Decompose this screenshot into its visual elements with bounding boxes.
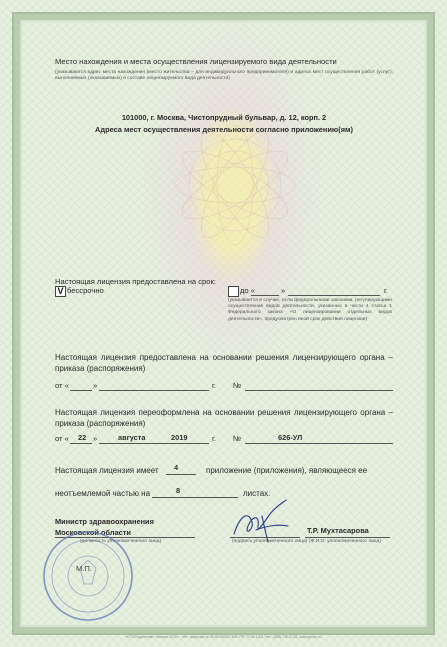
- sheets-count: 8: [176, 486, 181, 495]
- appendix-part1: Настоящая лицензия имеет: [55, 466, 159, 475]
- appendix-part2: приложение (приложения), являющееся ее: [206, 466, 368, 475]
- reissue-from: от «: [55, 434, 69, 443]
- reissue-month: августа: [118, 433, 146, 442]
- appendix-count: 4: [174, 463, 179, 472]
- signer-name-line: [305, 537, 390, 538]
- indefinite-label: бессрочно: [67, 286, 104, 295]
- appendix-addresses: Адреса мест осуществления деятельности согласно приложению(ям): [95, 125, 353, 134]
- reissue-day: 22: [78, 433, 87, 442]
- guilloche-rosette: [160, 120, 310, 250]
- reissue-year: 2019: [171, 433, 188, 442]
- until-checkbox: [228, 286, 239, 297]
- reissue-date-line: [99, 443, 209, 444]
- indefinite-checkbox: V: [55, 286, 66, 297]
- appendix-count-line: [166, 474, 196, 475]
- basis-label: Настоящая лицензия предоставлена на основании решения лицензирующего органа – приказа (распоряжения): [55, 353, 393, 373]
- reissue-day-line: [70, 443, 92, 444]
- basis-day-line: [70, 390, 92, 391]
- address-note: (указываются адрес места нахождения (место жительства – для индивидуального предпринимателя) и адреса мест осуществления работ (услуг), выполняемых (оказываемых) в составе лицензируемого вида деятельности): [55, 70, 393, 82]
- reissue-number-sign: №: [233, 434, 242, 443]
- appendix-part4: листах.: [243, 489, 271, 498]
- address-heading: Место нахождения и места осуществления лицензируемого вида деятельности: [55, 57, 337, 66]
- basis-month-line: [99, 390, 209, 391]
- authority-line2: Московской области: [55, 528, 131, 537]
- basis-from: от «: [55, 381, 69, 390]
- until-day-line: [251, 295, 279, 296]
- printer-footer: «СТК-Подлинник», Москва, 2019 г., «В», лицензия № 05-05-09/003 ФНС РФ, ТЗ № 1118, Тел.: (495) 726-47-42, www.opcion.ru: [125, 635, 322, 639]
- signer-name: Т.Р. Мухтасарова: [307, 526, 369, 535]
- reissue-number-line: [245, 443, 393, 444]
- reissue-year-suffix: г.: [212, 434, 216, 443]
- address-value: 101000, г. Москва, Чистопрудный бульвар, д. 12, корп. 2: [121, 113, 327, 122]
- appendix-part3: неотъемлемой частью на: [55, 489, 151, 498]
- basis-quote-close: »: [93, 381, 98, 390]
- reissue-number: 626-УЛ: [278, 433, 303, 442]
- reissue-label: Настоящая лицензия переоформлена на основании решения лицензирующего органа – приказа (распоряжения): [55, 408, 393, 428]
- term-label: Настоящая лицензия предоставлена на срок:: [55, 277, 216, 286]
- until-month-line: [288, 295, 380, 296]
- authority-line1: Министр здравоохранения: [55, 517, 154, 526]
- basis-number-sign: №: [233, 381, 242, 390]
- name-caption: (Ф.И.О. уполномоченного лица): [309, 539, 381, 544]
- stamp-label: М.П.: [76, 564, 93, 573]
- authority-caption: (должность уполномоченного лица): [80, 539, 162, 544]
- basis-number-line: [245, 390, 393, 391]
- until-mid: »: [281, 286, 286, 295]
- signature-caption: (подпись уполномоченного лица): [232, 539, 308, 544]
- signature-line: [230, 537, 300, 538]
- until-year-suffix: г.: [384, 286, 388, 295]
- term-note: (указывается в случае, если федеральными законами, регулирующими осуществление видов деятельности, указанных в части 4 статьи 1 Федерального закона «О лицензировании отдельных видов деятельности», предусмотрен иной срок действия лицензии): [228, 298, 392, 322]
- basis-year-suffix: г.: [212, 381, 216, 390]
- official-stamp: [40, 528, 136, 624]
- until-prefix: до «: [240, 286, 255, 295]
- reissue-quote-close: »: [93, 434, 98, 443]
